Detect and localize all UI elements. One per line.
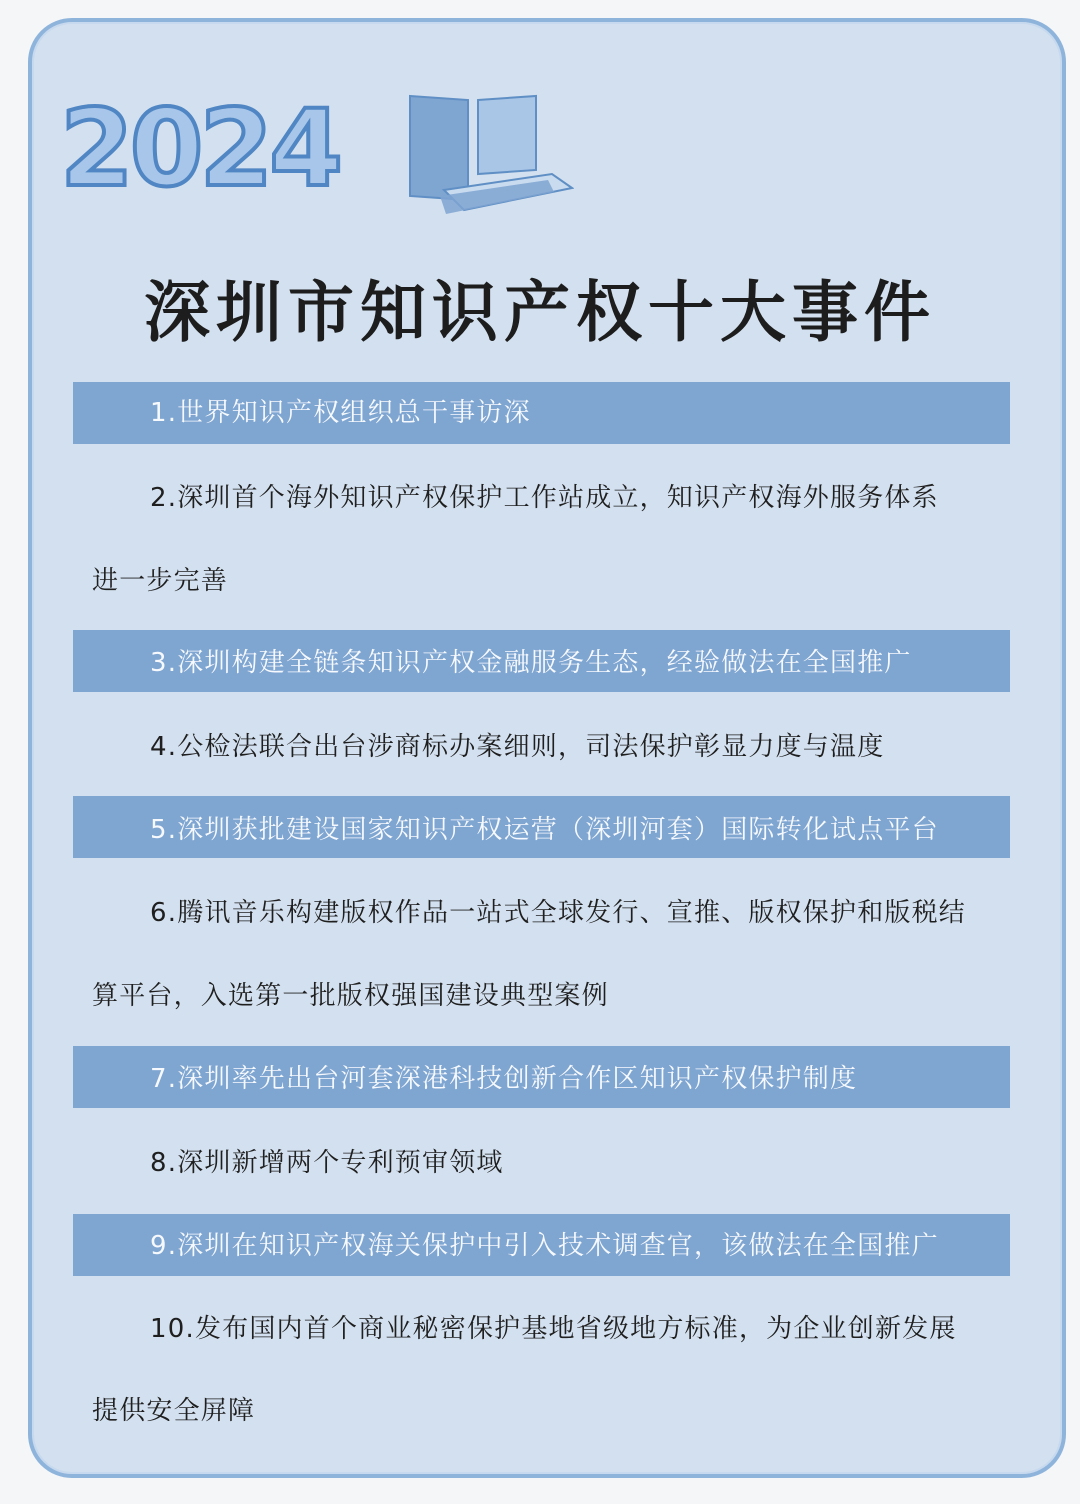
event-item-6-line1: 6.腾讯音乐构建版权作品一站式全球发行、宣推、版权保护和版税结 <box>150 898 967 928</box>
event-item-2-line2: 进一步完善 <box>92 566 229 596</box>
year-label: 2024 <box>60 87 340 210</box>
event-item-2-line1: 2.深圳首个海外知识产权保护工作站成立，知识产权海外服务体系 <box>150 483 939 513</box>
event-item-8: 8.深圳新增两个专利预审领域 <box>150 1148 504 1178</box>
page-title: 深圳市知识产权十大事件 <box>144 273 936 351</box>
event-item-6-line2: 算平台，入选第一批版权强国建设典型案例 <box>92 981 609 1011</box>
event-item-10-line2: 提供安全屏障 <box>92 1396 256 1426</box>
event-item-3: 3.深圳构建全链条知识产权金融服务生态，经验做法在全国推广 <box>150 648 912 678</box>
event-item-1: 1.世界知识产权组织总干事访深 <box>150 398 531 428</box>
event-item-9: 9.深圳在知识产权海关保护中引入技术调查官，该做法在全国推广 <box>150 1231 939 1261</box>
event-item-7: 7.深圳率先出台河套深港科技创新合作区知识产权保护制度 <box>150 1064 858 1094</box>
event-item-10-line1: 10.发布国内首个商业秘密保护基地省级地方标准，为企业创新发展 <box>150 1314 957 1344</box>
event-item-4: 4.公检法联合出台涉商标办案细则，司法保护彰显力度与温度 <box>150 732 885 762</box>
event-item-5: 5.深圳获批建设国家知识产权运营（深圳河套）国际转化试点平台 <box>150 815 939 845</box>
